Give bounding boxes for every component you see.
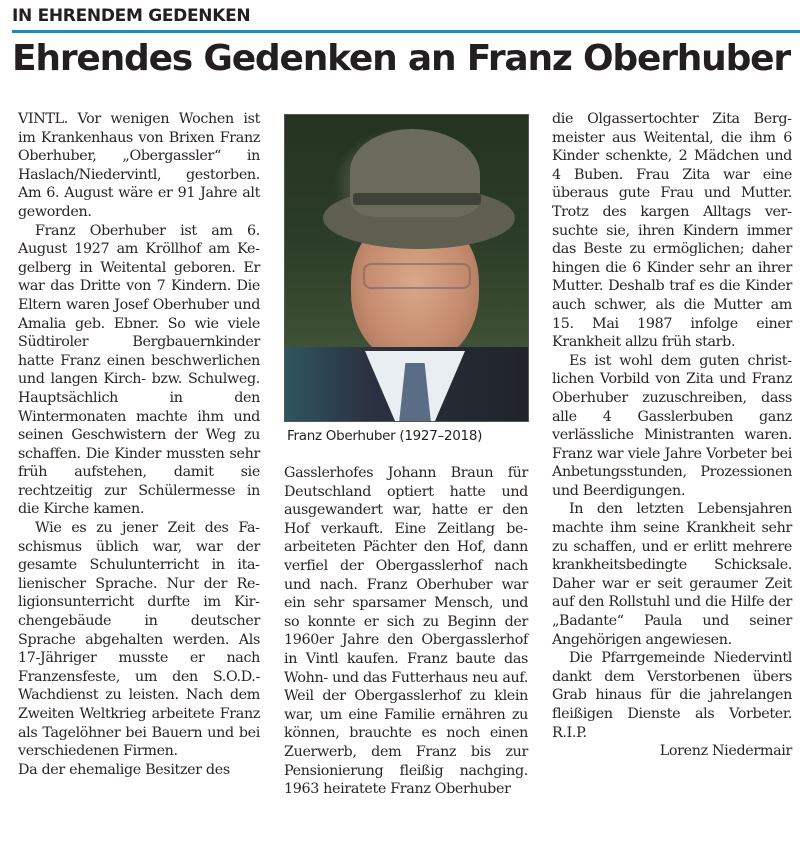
paragraph: Wie es zu jener Zeit des Faschismus üblich war, war der gesamte Schulunterricht in italienischer Sprache. Nur der Religionsunterricht durfte im Kirchengebäude in deutscher Sprache abgehalten werden. Als 17-Jähriger musste er nach Franzensfeste, um den S.O.D.-Wachdienst zu leisten. Nach dem Zweiten Weltkrieg arbeitete Franz als Tagelöhner bei Bauern und bei verschiedenen Firmen. bbox=[18, 520, 260, 760]
photo-caption: Franz Oberhuber (1927–2018) bbox=[287, 428, 483, 444]
author-signature: Lorenz Niedermair bbox=[659, 743, 792, 760]
paragraph: Franz Oberhuber ist am 6. August 1927 am Kröllhof am Kegelberg in Weitental geboren. Er war das Dritte von 7 Kindern. Die Eltern waren Josef Oberhuber und Amalia geb. Ebner. So wie viele Südtiroler Bergbauernkinder hatte Franz einen beschwerlichen und langen Kirch- bzw. Schulweg. Hauptsächlich in den Wintermonaten machte ihm und seinen Geschwistern der Weg zu schaffen. Die Kinder mussten sehr früh aufstehen, damit sie rechtzeitig zur Schülermesse in die Kirche kamen. bbox=[18, 222, 260, 518]
photo-glasses-shape bbox=[363, 263, 471, 289]
portrait-photo bbox=[284, 114, 529, 422]
paragraph: Die Pfarrgemeinde Niedervintl dankt dem Verstorbenen übers Grab hinaus für die jahrelangen fleißigen Dienste als Vorbeter. R.I.P. bbox=[552, 650, 792, 741]
section-divider bbox=[12, 30, 800, 33]
paragraph: Gasslerhofes Johann Braun für Deutschland optiert hatte und ausgewandert war, hatte er den Hof verkauft. Eine Zeitlang bearbeiteten Pächter den Hof, dann verfiel der Obergasslerhof nach und nach. Franz Oberhuber war ein sehr sparsamer Mensch, und so konnte er sich zu Beginn der 1960er Jahre den Obergasslerhof in Vintl kaufen. Franz baute das Wohn- und das Futterhaus neu auf. Weil der Obergasslerhof zu klein war, um eine Familie ernähren zu können, brauchte es noch einen Zuerwerb, dem Franz bis zur Pensionierung fleißig nachging. 1963 heiratete Franz Oberhuber bbox=[284, 465, 528, 798]
paragraph: die Olgassertochter Zita Bergmeister aus Weitental, die ihm 6 Kinder schenkte, 2 Mädchen und 4 Buben. Frau Zita war eine überaus gute Frau und Mutter. Trotz des kargen Alltags versuchte sie, ihren Kindern immer das Beste zu ermöglichen; daher hingen die 6 Kinder sehr an ihrer Mutter. Deshalb traf es die Kinder auch schwer, als die Mutter am 15. Mai 1987 infolge einer Krankheit allzu früh starb. bbox=[552, 111, 792, 351]
paragraph: Da der ehemalige Besitzer des bbox=[18, 761, 230, 778]
paragraph: Es ist wohl dem guten christlichen Vorbild von Zita und Franz Oberhuber zuzuschreiben, dass alle 4 Gasslerbuben ganz verlässliche Ministranten waren. Franz war viele Jahre Vorbeter bei Anbetungsstunden, Prozessionen und Beerdigungen. bbox=[552, 352, 792, 499]
section-label: IN EHRENDEM GEDENKEN bbox=[12, 6, 251, 26]
article-column-1 bbox=[18, 110, 260, 779]
paragraph: In den letzten Lebensjahren machte ihm seine Krankheit sehr zu schaffen, und er erlitt mehrere krankheitsbedingte Schicksale. Daher war er seit geraumer Zeit auf den Rollstuhl und die Hilfe der „Badante“ Paula und seiner Angehörigen angewiesen. bbox=[552, 501, 792, 648]
article-headline: Ehrendes Gedenken an Franz Oberhuber bbox=[12, 38, 790, 79]
article-column-2 bbox=[284, 464, 528, 799]
article-column-3 bbox=[552, 110, 792, 761]
photo-hat-band-shape bbox=[353, 193, 481, 205]
paragraph: VINTL. Vor wenigen Wochen ist im Krankenhaus von Brixen Franz Oberhuber, „Obergassler“ in Haslach/Niedervintl, gestorben. Am 6. August wäre er 91 Jahre alt geworden. bbox=[18, 111, 260, 220]
